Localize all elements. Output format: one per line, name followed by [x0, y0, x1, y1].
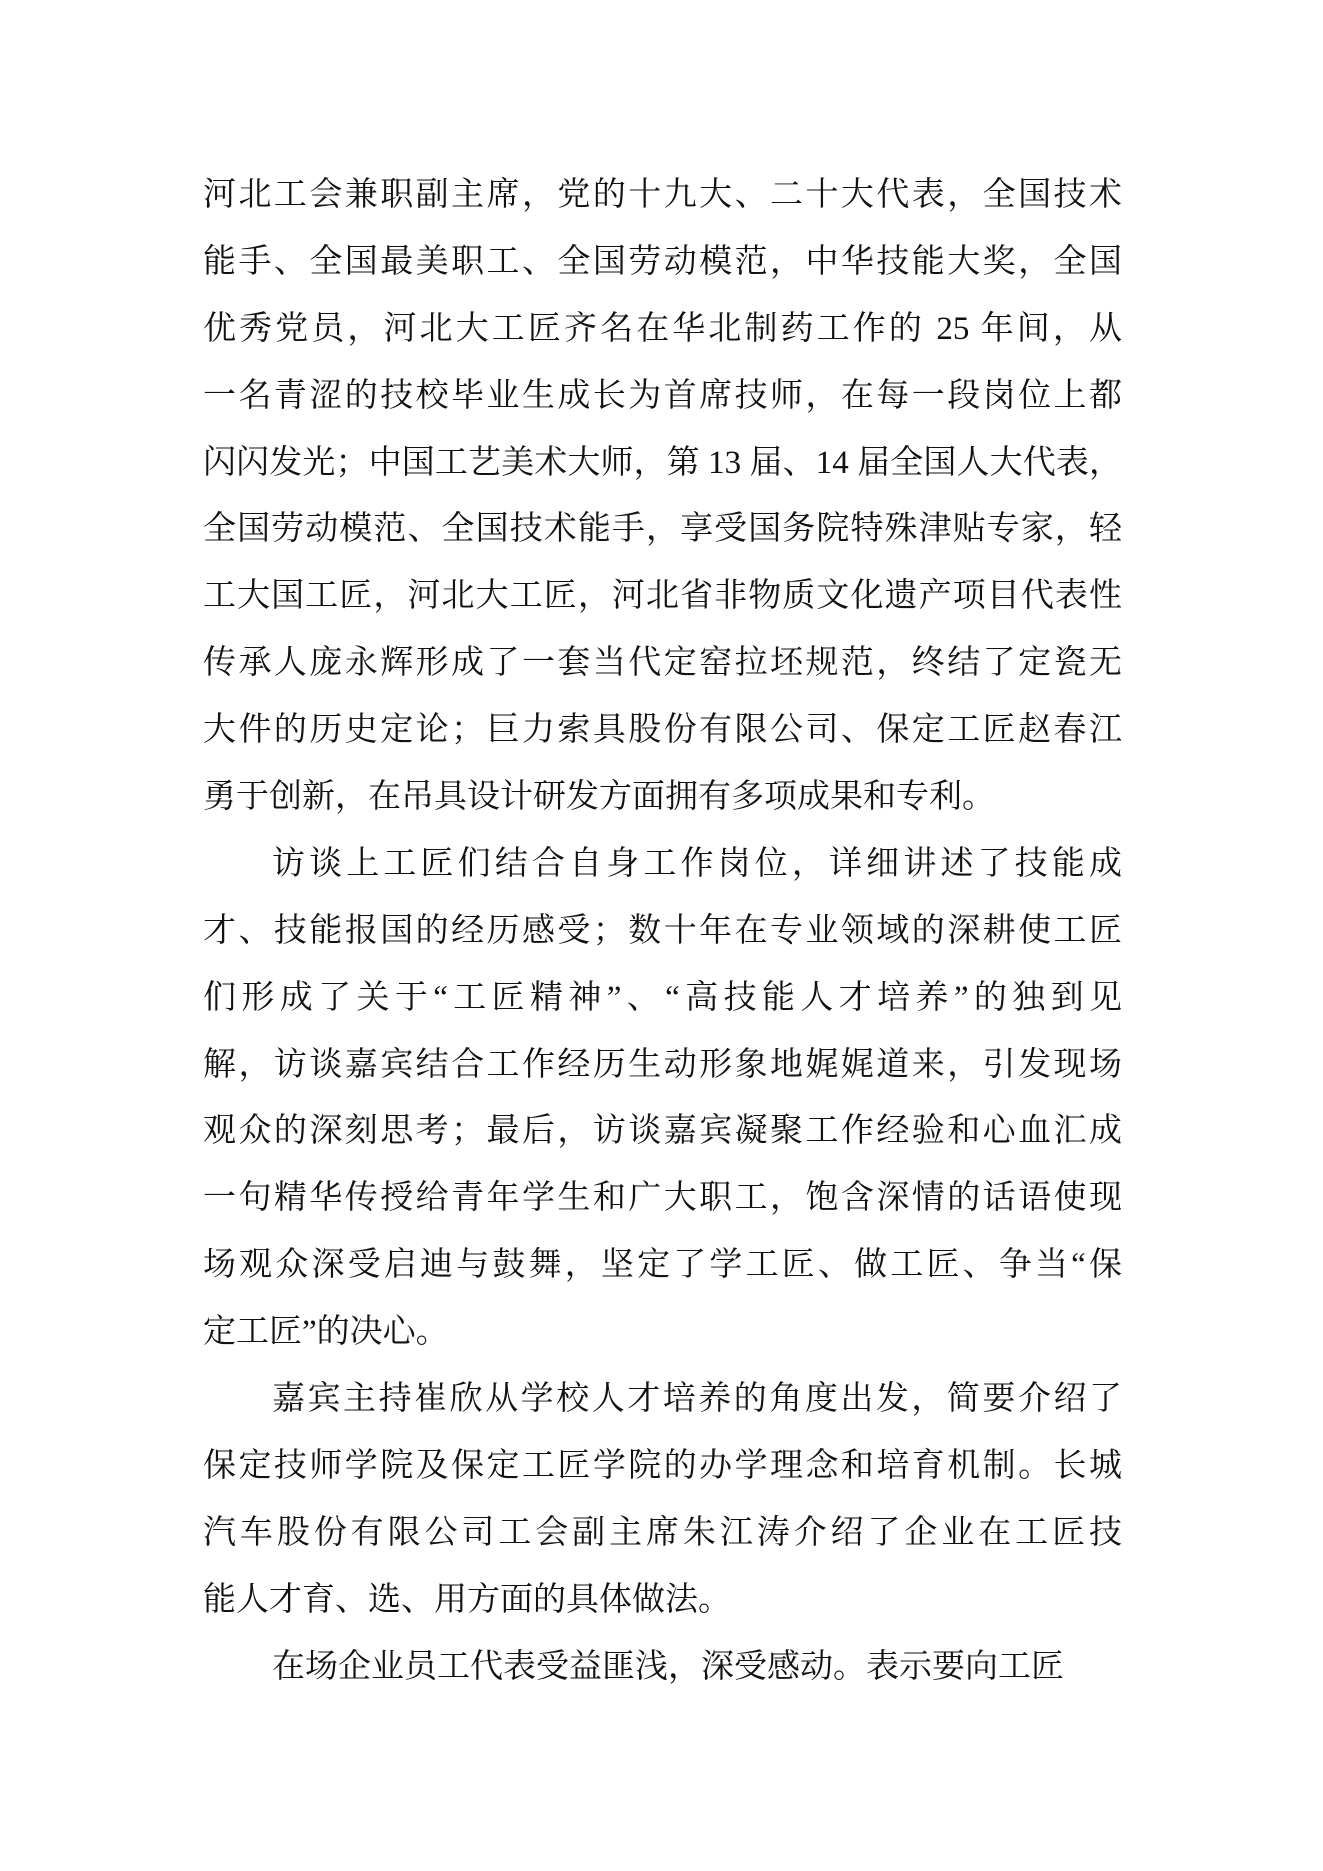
text-line: 优秀党员，河北大工匠齐名在华北制药工作的 25 年间，从 [203, 310, 1122, 347]
text-line: 访谈上工匠们结合自身工作岗位，详细讲述了技能成 [272, 845, 1122, 882]
paragraph [203, 1366, 1122, 1634]
text-body [203, 162, 1122, 1700]
text-line: 全国劳动模范、全国技术能手，享受国务院特殊津贴专家，轻 [203, 511, 1122, 548]
text-line: 工大国工匠，河北大工匠，河北省非物质文化遗产项目代表性 [203, 578, 1122, 615]
text-line: 解，访谈嘉宾结合工作经历生动形象地娓娓道来，引发现场 [203, 1046, 1122, 1083]
text-line: 勇于创新，在吊具设计研发方面拥有多项成果和专利。 [203, 779, 995, 816]
text-line: 闪闪发光；中国工艺美术大师，第 13 届、14 届全国人大代表， [203, 444, 1122, 481]
text-line: 一句精华传授给青年学生和广大职工，饱含深情的话语使现 [203, 1180, 1122, 1217]
text-line: 保定技师学院及保定工匠学院的办学理念和培育机制。长城 [203, 1447, 1122, 1484]
text-line: 在场企业员工代表受益匪浅，深受感动。表示要向工匠 [272, 1648, 1064, 1685]
text-line: 传承人庞永辉形成了一套当代定窑拉坯规范，终结了定瓷无 [203, 645, 1122, 682]
text-line: 观众的深刻思考；最后，访谈嘉宾凝聚工作经验和心血汇成 [203, 1113, 1122, 1150]
text-line: 才、技能报国的经历感受；数十年在专业领域的深耕使工匠 [203, 912, 1122, 949]
paragraph [203, 831, 1122, 1366]
paragraph [203, 162, 1122, 831]
text-line: 场观众深受启迪与鼓舞，坚定了学工匠、做工匠、争当“保 [203, 1247, 1122, 1284]
text-line: 河北工会兼职副主席，党的十九大、二十大代表，全国技术 [203, 177, 1122, 213]
text-line: 能手、全国最美职工、全国劳动模范，中华技能大奖，全国 [203, 243, 1122, 280]
text-line: 一名青涩的技校毕业生成长为首席技师，在每一段岗位上都 [203, 377, 1122, 414]
text-line: 汽车股份有限公司工会副主席朱江涛介绍了企业在工匠技 [203, 1514, 1122, 1551]
text-line: 嘉宾主持崔欣从学校人才培养的角度出发，简要介绍了 [272, 1381, 1122, 1418]
text-line: 能人才育、选、用方面的具体做法。 [203, 1581, 731, 1618]
paragraph [203, 1634, 1122, 1701]
text-line: 定工匠”的决心。 [203, 1314, 449, 1351]
text-line: 们形成了关于“工匠精神”、“高技能人才培养”的独到见 [203, 979, 1122, 1016]
text-line: 大件的历史定论；巨力索具股份有限公司、保定工匠赵春江 [203, 712, 1122, 749]
